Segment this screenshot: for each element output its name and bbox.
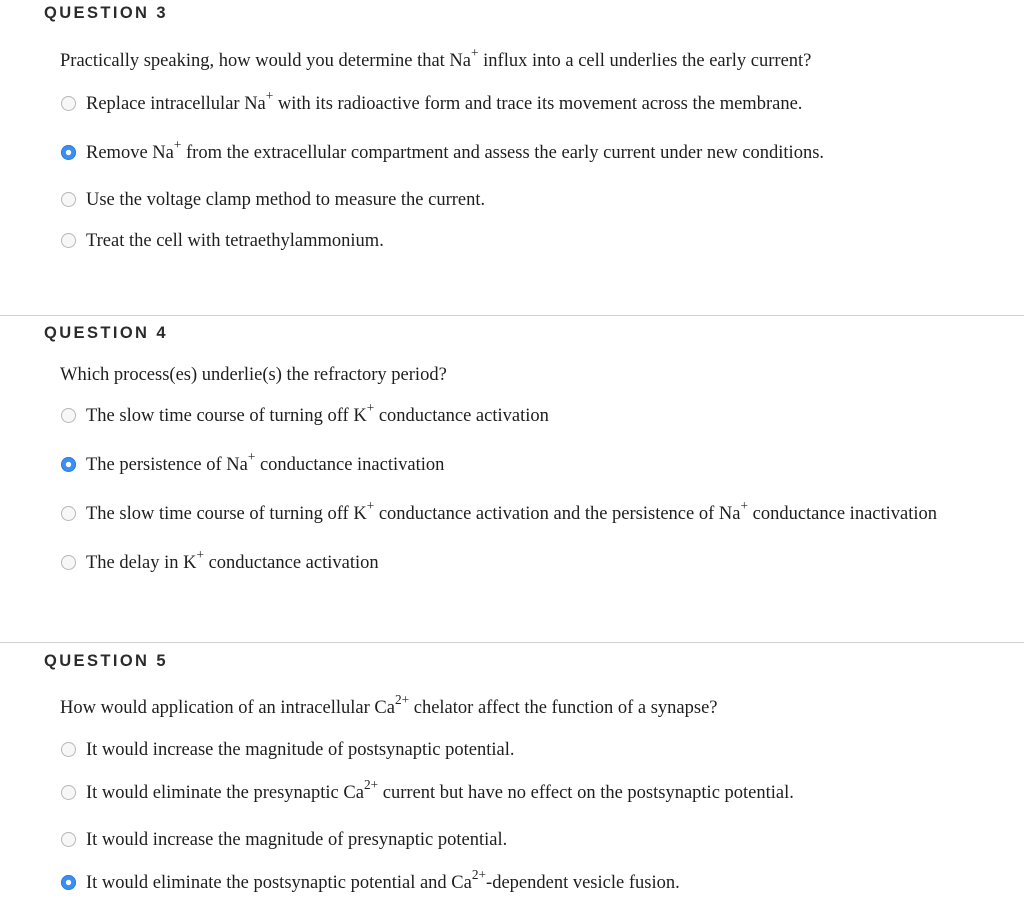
option-label[interactable]: The slow time course of turning off K+ conductance activation [86, 399, 549, 426]
option-label[interactable]: It would eliminate the presynaptic $Ca^{2+}$ current but have no effect on the postsynaptic potential. [86, 776, 794, 803]
option-label[interactable]: Use the voltage clamp method to measure the current. [86, 190, 486, 210]
option-label[interactable]: It would increase the magnitude of presynaptic potential. [86, 830, 508, 850]
radio-button[interactable] [61, 506, 76, 521]
radio-button[interactable] [61, 742, 76, 757]
radio-button-selected[interactable] [61, 875, 76, 890]
question-4-header: QUESTION 4 [44, 324, 168, 342]
prompt-text: influx into a cell underlies the early current? [478, 51, 812, 71]
superscript: 2+ [394, 691, 410, 707]
prompt-text: chelator affect the function of a synapse? [409, 698, 718, 718]
option-label[interactable]: Remove Na+ from the extracellular compartment and assess the early current under new conditions. [86, 136, 825, 163]
radio-button[interactable] [61, 785, 76, 800]
option-label[interactable]: The delay in K+ conductance activation [86, 546, 379, 573]
radio-button-selected[interactable] [61, 457, 76, 472]
superscript: + [471, 44, 479, 60]
option-label[interactable]: Treat the cell with tetraethylammonium. [86, 231, 384, 251]
radio-button[interactable] [61, 408, 76, 423]
radio-button[interactable] [61, 96, 76, 111]
radio-button[interactable] [61, 233, 76, 248]
question-3-prompt [60, 44, 812, 72]
radio-button[interactable] [61, 192, 76, 207]
question-3-header: QUESTION 3 [44, 4, 168, 22]
radio-button[interactable] [61, 832, 76, 847]
question-4-prompt [60, 365, 447, 386]
prompt-text: Practically speaking, how would you determine that Na [60, 51, 472, 71]
section-divider [0, 315, 1024, 316]
option-label[interactable]: It would increase the magnitude of postsynaptic potential. [86, 740, 515, 760]
prompt-text: How would application of an intracellular Ca [60, 698, 395, 718]
prompt-text: Which process(es) underlie(s) the refractory period? [60, 365, 447, 385]
question-5-prompt [60, 691, 718, 719]
option-label[interactable]: The slow time course of turning off K+ conductance activation and the persistence of Na+ conductance inactivation [86, 497, 938, 524]
radio-button[interactable] [61, 555, 76, 570]
option-label[interactable]: It would eliminate the postsynaptic potential and $Ca^{2+}$-dependent vesicle fusion. [86, 866, 680, 893]
section-divider [0, 642, 1024, 643]
radio-button-selected[interactable] [61, 145, 76, 160]
option-label[interactable]: The persistence of Na+ conductance inactivation [86, 448, 445, 475]
option-label[interactable]: Replace intracellular Na+ with its radioactive form and trace its movement across the membrane. [86, 87, 803, 114]
question-5-header: QUESTION 5 [44, 652, 168, 670]
